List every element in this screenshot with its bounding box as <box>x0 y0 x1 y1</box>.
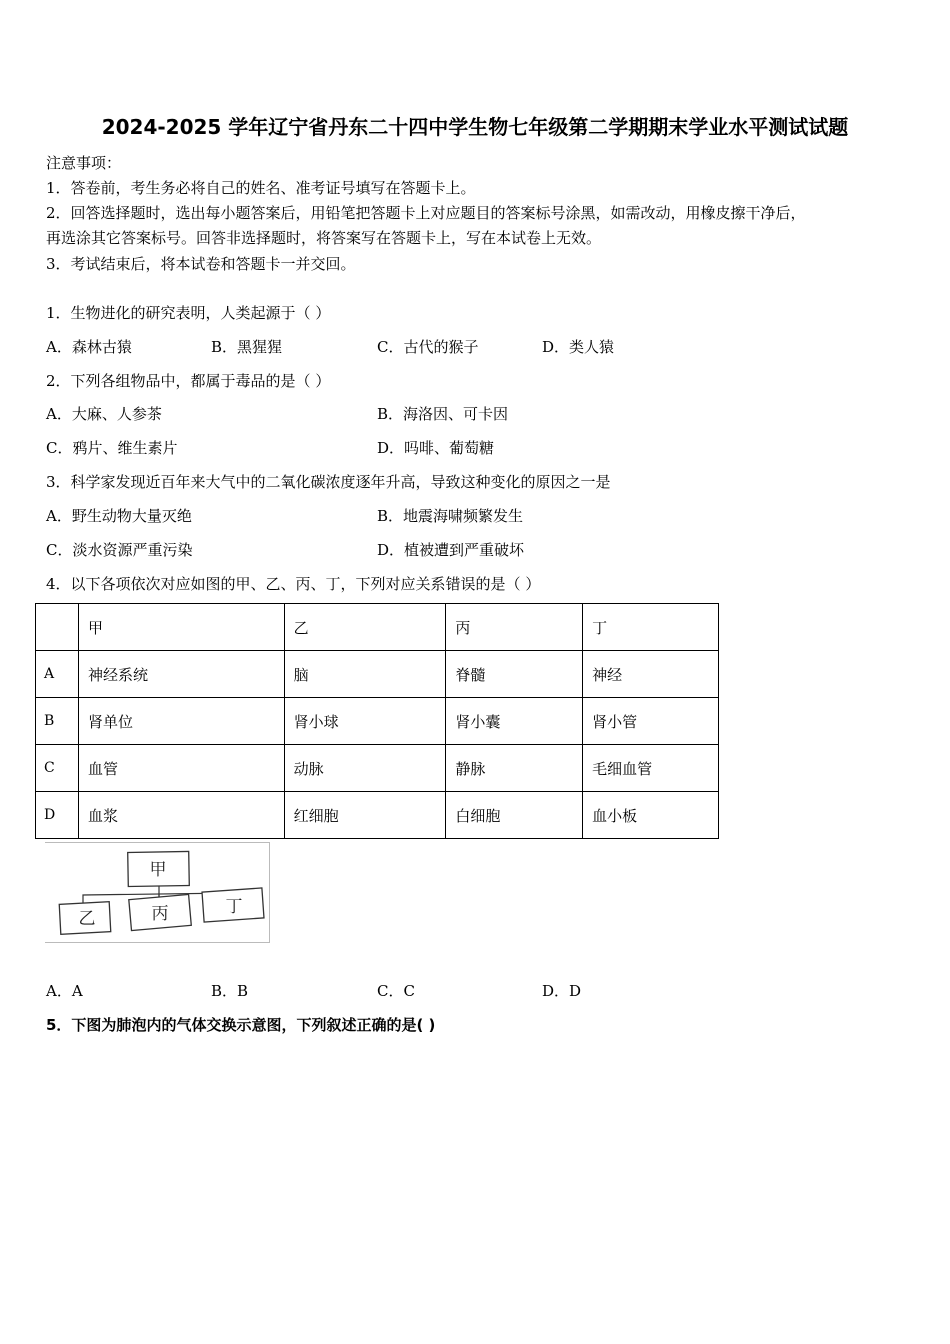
question-5-stem: 5．下图为肺泡内的气体交换示意图，下列叙述正确的是( ) <box>46 1016 436 1034</box>
question-2-stem: 2．下列各组物品中，都属于毒品的是（ ） <box>46 372 331 390</box>
q3-option-d: D．植被遭到严重破坏 <box>377 541 525 559</box>
diagram-label-top: 甲 <box>149 860 167 880</box>
table-cell: 神经系统 <box>78 651 284 698</box>
hierarchy-diagram <box>45 842 270 943</box>
table-row <box>36 651 719 698</box>
table-header-cell: 乙 <box>284 604 446 651</box>
q1-option-c: C．古代的猴子 <box>377 338 479 356</box>
q2-option-b: B．海洛因、可卡因 <box>377 405 509 423</box>
diagram-label-right: 丁 <box>225 897 243 917</box>
table-cell: 血小板 <box>583 792 719 839</box>
table-cell: 肾小管 <box>583 698 719 745</box>
table-cell: 红细胞 <box>284 792 446 839</box>
question-1-stem: 1．生物进化的研究表明，人类起源于（ ） <box>46 304 331 322</box>
q3-option-c: C．淡水资源严重污染 <box>46 541 193 559</box>
q4-table <box>35 603 719 839</box>
q4-option-a: A．A <box>46 982 83 1000</box>
notice-heading: 注意事项： <box>46 154 122 172</box>
table-row <box>36 745 719 792</box>
q4-option-b: B．B <box>211 982 249 1000</box>
table-header-row <box>36 604 719 651</box>
table-header-cell: 丙 <box>446 604 583 651</box>
q3-option-b: B．地震海啸频繁发生 <box>377 507 524 525</box>
q4-option-d: D．D <box>542 982 582 1000</box>
q1-option-a: A．森林古猿 <box>46 338 132 356</box>
q1-option-d: D．类人猿 <box>542 338 615 356</box>
table-cell: C <box>36 745 79 792</box>
table-cell: 肾小囊 <box>446 698 583 745</box>
table-cell: 血管 <box>78 745 284 792</box>
q1-option-b: B．黑猩猩 <box>211 338 283 356</box>
q2-option-a: A．大麻、人参茶 <box>46 405 162 423</box>
table-cell: 脑 <box>284 651 446 698</box>
table-row <box>36 698 719 745</box>
diagram-label-left: 乙 <box>78 909 96 929</box>
notice-item-1: 1．答卷前，考生务必将自己的姓名、准考证号填写在答题卡上。 <box>46 179 476 197</box>
table-header-cell: 甲 <box>78 604 284 651</box>
table-cell: 血浆 <box>78 792 284 839</box>
q2-option-c: C．鸦片、维生素片 <box>46 439 178 457</box>
table-cell: 白细胞 <box>446 792 583 839</box>
table-cell: A <box>36 651 79 698</box>
q2-option-d: D．吗啡、葡萄糖 <box>377 439 495 457</box>
table-cell: 肾单位 <box>78 698 284 745</box>
notice-item-2: 2．回答选择题时，选出每小题答案后，用铅笔把答题卡上对应题目的答案标号涂黑，如需改动，用橡皮擦干净后， <box>46 204 806 222</box>
table-row <box>36 792 719 839</box>
diagram-label-middle: 丙 <box>151 904 169 924</box>
q3-option-a: A．野生动物大量灭绝 <box>46 507 192 525</box>
notice-item-2-cont: 再选涂其它答案标号。回答非选择题时，将答案写在答题卡上，写在本试卷上无效。 <box>46 229 602 247</box>
table-header-cell <box>36 604 79 651</box>
table-cell: B <box>36 698 79 745</box>
table-cell: 神经 <box>583 651 719 698</box>
question-4-stem: 4．以下各项依次对应如图的甲、乙、丙、丁，下列对应关系错误的是（ ） <box>46 575 541 593</box>
table-header-cell: 丁 <box>583 604 719 651</box>
table-cell: 肾小球 <box>284 698 446 745</box>
table-cell: 静脉 <box>446 745 583 792</box>
table-cell: D <box>36 792 79 839</box>
q4-option-c: C．C <box>377 982 415 1000</box>
page-title: 2024-2025 学年辽宁省丹东二十四中学生物七年级第二学期期末学业水平测试试题 <box>101 115 849 139</box>
table-cell: 脊髓 <box>446 651 583 698</box>
notice-item-3: 3．考试结束后，将本试卷和答题卡一并交回。 <box>46 255 356 273</box>
table-cell: 动脉 <box>284 745 446 792</box>
table-cell: 毛细血管 <box>583 745 719 792</box>
question-3-stem: 3．科学家发现近百年来大气中的二氧化碳浓度逐年升高，导致这种变化的原因之一是 <box>46 473 611 491</box>
